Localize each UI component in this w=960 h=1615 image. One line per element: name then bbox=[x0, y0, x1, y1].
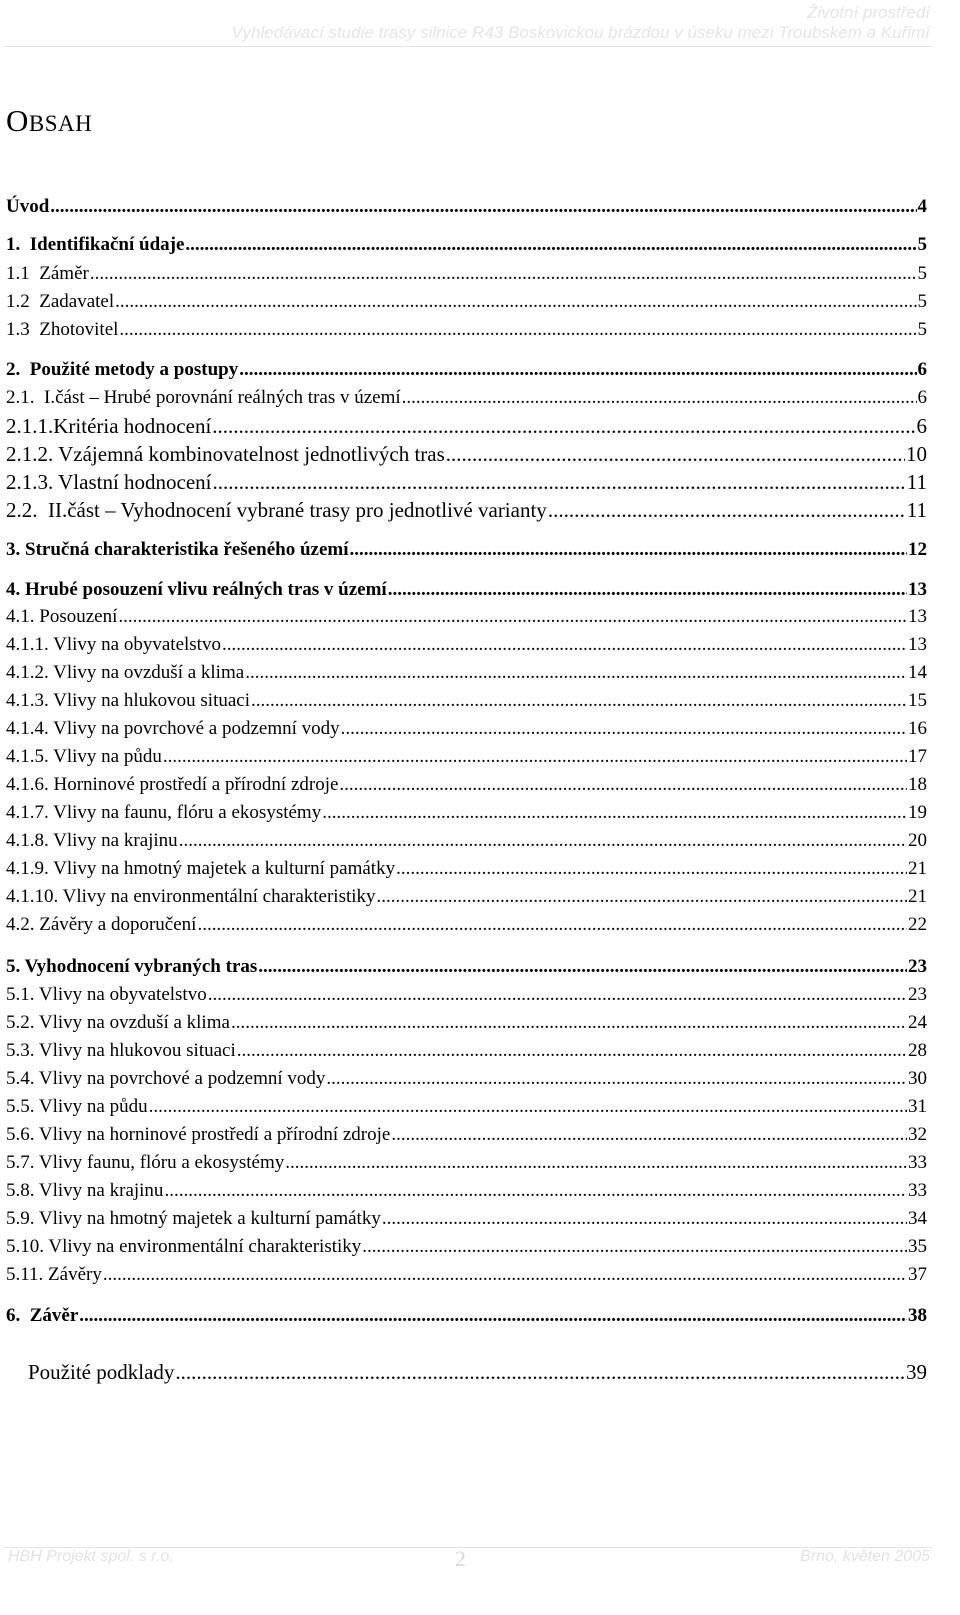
toc-dot-leader bbox=[326, 1067, 907, 1091]
toc-dot-leader bbox=[163, 745, 907, 769]
toc-dot-leader bbox=[208, 983, 907, 1007]
toc-entry-4-1-3[interactable] bbox=[6, 689, 927, 713]
toc-dot-leader bbox=[50, 195, 916, 219]
toc-entry-page: 39 bbox=[906, 1360, 927, 1384]
toc-entry-2-1[interactable] bbox=[6, 386, 927, 410]
toc-dot-leader bbox=[118, 605, 907, 629]
toc-entry-label: 4.1.2. Vlivy na ovzduší a klima bbox=[6, 662, 245, 683]
toc-dot-leader bbox=[197, 913, 907, 937]
toc-entry-4-2[interactable] bbox=[6, 913, 927, 937]
toc-dot-leader bbox=[377, 885, 907, 909]
toc-dot-leader bbox=[115, 290, 916, 314]
toc-entry-label: 4.1. Posouzení bbox=[6, 606, 118, 627]
toc-entry-label: 4. Hrubé posouzení vlivu reálných tras v území bbox=[6, 579, 387, 600]
footer-place-date: Brno, květen 2005 bbox=[800, 1548, 930, 1565]
toc-entry-page: 13 bbox=[908, 606, 927, 627]
toc-dot-leader bbox=[149, 1095, 907, 1119]
toc-entry-4-1-6[interactable] bbox=[6, 773, 927, 797]
toc-entry-label: 4.1.7. Vlivy na faunu, flóru a ekosystémy bbox=[6, 802, 322, 823]
toc-entry-label: 6. Závěr bbox=[6, 1305, 79, 1326]
toc-entry-label: 5.1. Vlivy na obyvatelstvo bbox=[6, 984, 207, 1005]
toc-entry-3[interactable] bbox=[6, 538, 927, 562]
toc-dot-leader bbox=[402, 386, 917, 410]
toc-entry-page: 34 bbox=[908, 1208, 927, 1229]
toc-entry-5-3[interactable] bbox=[6, 1039, 927, 1063]
page-header bbox=[0, 0, 960, 48]
toc-entry-page: 6 bbox=[916, 414, 927, 438]
toc-entry-page: 21 bbox=[908, 858, 927, 879]
toc-entry-page: 23 bbox=[908, 984, 927, 1005]
toc-dot-leader bbox=[239, 358, 916, 382]
toc-entry-5-10[interactable] bbox=[6, 1235, 927, 1259]
toc-entry-2-1-2[interactable] bbox=[6, 442, 927, 466]
toc-dot-leader bbox=[245, 661, 907, 685]
toc-entry-page: 10 bbox=[906, 442, 927, 466]
toc-entry-4-1-8[interactable] bbox=[6, 829, 927, 853]
toc-dot-leader bbox=[382, 1207, 907, 1231]
toc-entry-page: 23 bbox=[908, 956, 927, 977]
toc-entry-5[interactable] bbox=[6, 955, 927, 979]
footer-company: HBH Projekt spol. s r.o. bbox=[8, 1548, 174, 1565]
toc-entry-label: 5.2. Vlivy na ovzduší a klima bbox=[6, 1012, 230, 1033]
header-divider bbox=[4, 46, 932, 47]
toc-entry-label: 5.6. Vlivy na horninové prostředí a přírodní zdroje bbox=[6, 1124, 391, 1145]
toc-entry-5-1[interactable] bbox=[6, 983, 927, 1007]
toc-entry-page: 28 bbox=[908, 1040, 927, 1061]
toc-entry-label: 5.10. Vlivy na environmentální charakteristiky bbox=[6, 1236, 362, 1257]
toc-dot-leader bbox=[231, 1011, 907, 1035]
toc-entry-page: 16 bbox=[908, 718, 927, 739]
toc-entry-label: 4.1.1. Vlivy na obyvatelstvo bbox=[6, 634, 221, 655]
toc-entry-page: 13 bbox=[908, 634, 927, 655]
toc-dot-leader bbox=[362, 1235, 907, 1259]
toc-entry-page: 19 bbox=[908, 802, 927, 823]
toc-entry-label: 2.1.1.Kritéria hodnocení bbox=[6, 414, 212, 438]
toc-entry-1-2[interactable] bbox=[6, 290, 927, 314]
toc-entry-page: 24 bbox=[908, 1012, 927, 1033]
toc-entry-page: 15 bbox=[908, 690, 927, 711]
toc-entry-label: 2.1.3. Vlastní hodnocení bbox=[6, 470, 212, 494]
toc-entry-page: 5 bbox=[917, 263, 927, 284]
toc-entry-label: 1.1 Záměr bbox=[6, 263, 89, 284]
toc-entry-label: 4.2. Závěry a doporučení bbox=[6, 914, 197, 935]
toc-entry-4-1-10[interactable] bbox=[6, 885, 927, 909]
toc-entry-page: 38 bbox=[908, 1305, 927, 1326]
toc-entry-label: Úvod bbox=[6, 196, 50, 217]
toc-dot-leader bbox=[212, 414, 915, 438]
toc-entry-page: 11 bbox=[906, 470, 927, 494]
toc-dot-leader bbox=[175, 1360, 905, 1384]
toc-dot-leader bbox=[164, 1179, 907, 1203]
toc-entry-page: 4 bbox=[917, 196, 927, 217]
toc-dot-leader bbox=[322, 801, 907, 825]
toc-dot-leader bbox=[349, 538, 907, 562]
toc-entry-page: 21 bbox=[908, 886, 927, 907]
toc-dot-leader bbox=[90, 262, 917, 286]
toc-entry-uvod[interactable] bbox=[6, 195, 927, 219]
toc-entry-5-6[interactable] bbox=[6, 1123, 927, 1147]
toc-entry-page: 33 bbox=[908, 1152, 927, 1173]
toc-dot-leader bbox=[339, 773, 907, 797]
toc-entry-page: 35 bbox=[908, 1236, 927, 1257]
footer-page-number: 2 bbox=[455, 1546, 466, 1571]
toc-entry-label: 2.1.2. Vzájemná kombinovatelnost jednotlivých tras bbox=[6, 442, 445, 466]
toc-entry-page: 5 bbox=[917, 234, 927, 255]
toc-dot-leader bbox=[179, 829, 907, 853]
toc-dot-leader bbox=[213, 470, 906, 494]
page-footer bbox=[0, 1540, 960, 1615]
toc-entry-4-1-2[interactable] bbox=[6, 661, 927, 685]
toc-entry-page: 31 bbox=[908, 1096, 927, 1117]
toc-entry-4-1-4[interactable] bbox=[6, 717, 927, 741]
toc-entry-page: 30 bbox=[908, 1068, 927, 1089]
toc-entry-label: 5.5. Vlivy na půdu bbox=[6, 1096, 148, 1117]
toc-dot-leader bbox=[222, 633, 907, 657]
toc-entry-label: 5.3. Vlivy na hlukovou situaci bbox=[6, 1040, 236, 1061]
toc-entry-label: 4.1.4. Vlivy na povrchové a podzemní vody bbox=[6, 718, 340, 739]
toc-entry-page: 11 bbox=[906, 498, 927, 522]
toc-entry-label: 4.1.10. Vlivy na environmentální charakteristiky bbox=[6, 886, 376, 907]
toc-dot-leader bbox=[388, 578, 907, 602]
toc-entry-label: 4.1.5. Vlivy na půdu bbox=[6, 746, 162, 767]
toc-dot-leader bbox=[251, 689, 907, 713]
toc-entry-5-4[interactable] bbox=[6, 1067, 927, 1091]
toc-dot-leader bbox=[185, 233, 916, 257]
toc-entry-label: 5.7. Vlivy faunu, flóru a ekosystémy bbox=[6, 1152, 285, 1173]
toc-entry-page: 14 bbox=[908, 662, 927, 683]
toc-entry-label: 5.9. Vlivy na hmotný majetek a kulturní památky bbox=[6, 1208, 381, 1229]
toc-entry-label: 5. Vyhodnocení vybraných tras bbox=[6, 956, 258, 977]
toc-entry-label: 1.2 Zadavatel bbox=[6, 291, 115, 312]
toc-entry-5-9[interactable] bbox=[6, 1207, 927, 1231]
toc-entry-page: 20 bbox=[908, 830, 927, 851]
toc-entry-label: 1.3 Zhotovitel bbox=[6, 319, 119, 340]
toc-entry-1[interactable] bbox=[6, 233, 927, 257]
toc-entry-label: 4.1.8. Vlivy na krajinu bbox=[6, 830, 178, 851]
toc-entry-page: 6 bbox=[917, 359, 927, 380]
toc-dot-leader bbox=[391, 1123, 907, 1147]
toc-entry-5-7[interactable] bbox=[6, 1151, 927, 1175]
toc-entry-page: 12 bbox=[908, 539, 927, 560]
toc-dot-leader bbox=[237, 1039, 907, 1063]
page-title-initial: O bbox=[6, 103, 29, 138]
toc-entry-page: 22 bbox=[908, 914, 927, 935]
toc-entry-page: 32 bbox=[908, 1124, 927, 1145]
toc-entry-6[interactable] bbox=[6, 1304, 927, 1328]
toc-entry-label: 3. Stručná charakteristika řešeného území bbox=[6, 539, 349, 560]
toc-entry-4-1-1[interactable] bbox=[6, 633, 927, 657]
toc-entry-1-3[interactable] bbox=[6, 318, 927, 342]
toc-dot-leader bbox=[103, 1263, 907, 1287]
toc-dot-leader bbox=[285, 1151, 907, 1175]
toc-entry-5-5[interactable] bbox=[6, 1095, 927, 1119]
toc-entry-label: 4.1.6. Horninové prostředí a přírodní zdroje bbox=[6, 774, 339, 795]
toc-entry-label: 2. Použité metody a postupy bbox=[6, 359, 239, 380]
toc-entry-label: Použité podklady bbox=[28, 1360, 175, 1384]
toc-entry-label: 1. Identifikační údaje bbox=[6, 234, 185, 255]
toc-entry-page: 33 bbox=[908, 1180, 927, 1201]
header-study-title: Vyhledávací studie trasy silnice R43 Boskovickou brázdou v úseku mezi Troubskem a Kuřimí bbox=[231, 23, 930, 42]
toc-entry-2-2[interactable] bbox=[6, 498, 927, 522]
header-section: Životní prostředí bbox=[807, 3, 930, 22]
page-title bbox=[6, 103, 92, 139]
toc-entry-label: 4.1.3. Vlivy na hlukovou situaci bbox=[6, 690, 250, 711]
toc-dot-leader bbox=[258, 955, 907, 979]
toc-entry-4[interactable] bbox=[6, 578, 927, 602]
toc-dot-leader bbox=[341, 717, 907, 741]
toc-entry-page: 17 bbox=[908, 746, 927, 767]
toc-entry-page: 5 bbox=[917, 291, 927, 312]
toc-dot-leader bbox=[446, 442, 905, 466]
toc-entry-4-1-7[interactable] bbox=[6, 801, 927, 825]
toc-entry-5-2[interactable] bbox=[6, 1011, 927, 1035]
toc-entry-page: 18 bbox=[908, 774, 927, 795]
toc-entry-1-1[interactable] bbox=[6, 262, 927, 286]
toc-entry-2-1-3[interactable] bbox=[6, 470, 927, 494]
toc-entry-label: 4.1.9. Vlivy na hmotný majetek a kulturní památky bbox=[6, 858, 396, 879]
toc-dot-leader bbox=[119, 318, 916, 342]
toc-entry-label: 2.1. I.část – Hrubé porovnání reálných tras v území bbox=[6, 387, 401, 408]
toc-entry-4-1[interactable] bbox=[6, 605, 927, 629]
toc-entry-page: 5 bbox=[917, 319, 927, 340]
toc-entry-2-1-1[interactable] bbox=[6, 414, 927, 438]
toc-entry-4-1-5[interactable] bbox=[6, 745, 927, 769]
toc-entry-4-1-9[interactable] bbox=[6, 857, 927, 881]
toc-entry-label: 5.11. Závěry bbox=[6, 1264, 102, 1285]
toc-entry-label: 5.4. Vlivy na povrchové a podzemní vody bbox=[6, 1068, 326, 1089]
toc-dot-leader bbox=[548, 498, 906, 522]
toc-entry-page: 37 bbox=[908, 1264, 927, 1285]
toc-entry-page: 13 bbox=[908, 579, 927, 600]
toc-entry-5-8[interactable] bbox=[6, 1179, 927, 1203]
toc-entry-label: 5.8. Vlivy na krajinu bbox=[6, 1180, 164, 1201]
toc-dot-leader bbox=[79, 1304, 907, 1328]
toc-entry-5-11[interactable] bbox=[6, 1263, 927, 1287]
toc-entry-2[interactable] bbox=[6, 358, 927, 382]
toc-entry-podklady[interactable] bbox=[28, 1360, 927, 1384]
page-title-rest: BSAH bbox=[28, 111, 93, 136]
toc-entry-label: 2.2. II.část – Vyhodnocení vybrané trasy pro jednotlivé varianty bbox=[6, 498, 547, 522]
toc-dot-leader bbox=[396, 857, 907, 881]
toc-entry-page: 6 bbox=[917, 387, 927, 408]
